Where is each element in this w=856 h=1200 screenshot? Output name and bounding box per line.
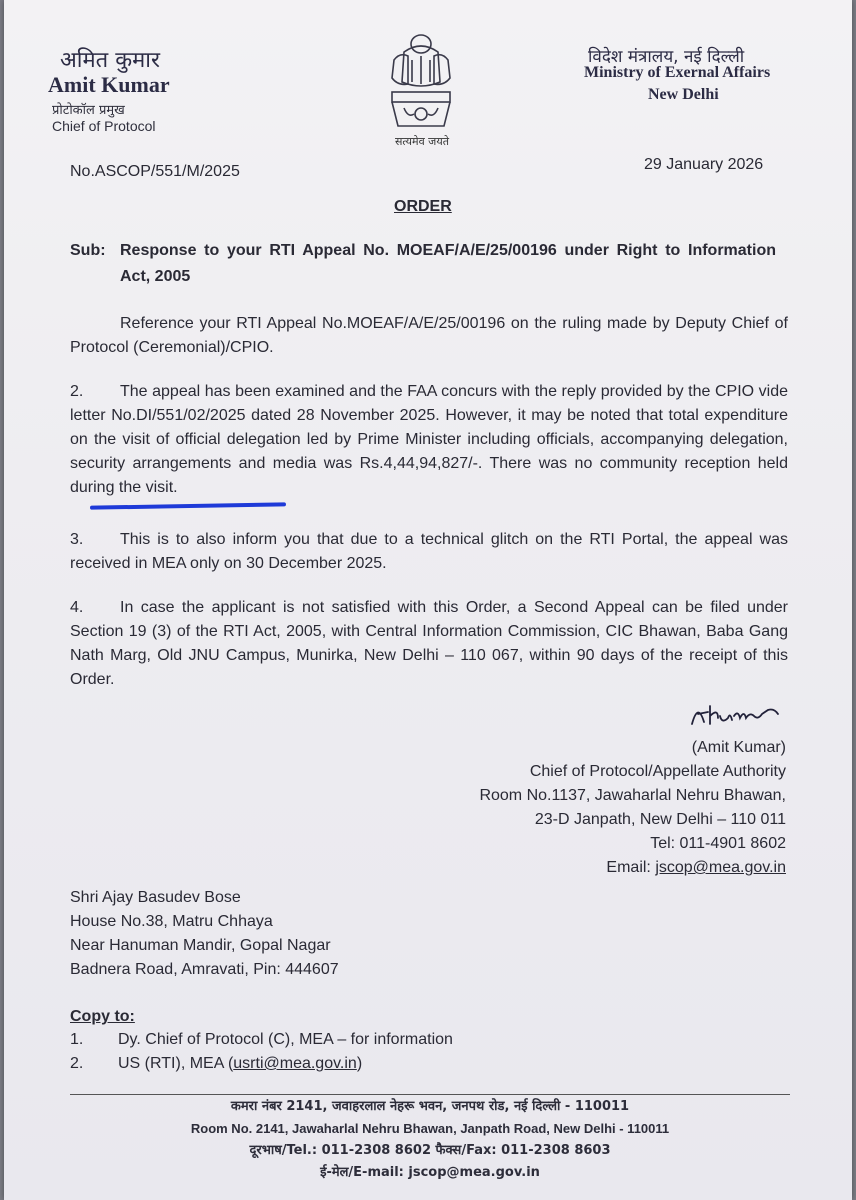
footer-line-hindi: कमरा नंबर 2141, जवाहरलाल नेहरू भवन, जनपथ रोड, नई दिल्ली - 110011 [230, 1099, 630, 1114]
sender-title-hindi: प्रोटोकॉल प्रमुख [52, 103, 125, 118]
addressee-line: House No.38, Matru Chhaya [70, 913, 273, 930]
signatory-address: 23-D Janpath, New Delhi – 110 011 [534, 811, 786, 828]
letter-page [4, 0, 852, 1200]
signatory-email-link[interactable]: jscop@mea.gov.in [655, 859, 786, 876]
footer-line-email: ई-मेल/E-mail: jscop@mea.gov.in [320, 1165, 540, 1180]
paragraph-text: The appeal has been examined and the FAA concurs with the reply provided by the CPIO vide letter No.DI/551/02/2025 dated 28 November 2025. However, it may be noted that total expenditure on the visit of official delegation led by Prime Minister including officials, accompanying delegation, security arrangements and media was Rs.4,44,94,827/-. There was no community reception held during the visit. [70, 383, 788, 496]
addressee-line: Shri Ajay Basudev Bose [70, 889, 241, 906]
footer-address [70, 1096, 790, 1184]
reference-number: No.ASCOP/551/M/2025 [70, 163, 240, 180]
addressee-line: Near Hanuman Mandir, Gopal Nagar [70, 937, 331, 954]
sender-name-hindi: अमित कुमार [60, 48, 160, 73]
copy-to-title: Copy to: [70, 1008, 135, 1025]
subject-label: Sub: [70, 242, 106, 259]
subject-text: Response to your RTI Appeal No. MOEAF/A/E/25/00196 under Right to Information Act, 2005 [120, 242, 776, 285]
signatory-block [479, 736, 786, 880]
list-item [70, 1052, 453, 1076]
subject-line [70, 238, 780, 290]
paragraph-number: 2. [70, 383, 84, 400]
national-emblem-icon [374, 30, 468, 140]
paragraph-number: 3. [70, 531, 84, 548]
list-number: 2. [70, 1055, 84, 1072]
paragraph-text: In case the applicant is not satisfied with this Order, a Second Appeal can be filed under Section 19 (3) of the RTI Act, 2005, with Central Information Commission, CIC Bhawan, Baba Gang Nath Marg, Old JNU Campus, Munirka, New Delhi – 110 067, within 90 days of the receipt of this Order. [70, 599, 788, 688]
addressee-block [70, 886, 339, 982]
sender-title: Chief of Protocol [52, 118, 156, 134]
footer-divider [70, 1094, 790, 1095]
handwritten-underline [90, 502, 286, 509]
paragraph-number: 4. [70, 599, 84, 616]
footer-line-english: Room No. 2141, Jawaharlal Nehru Bhawan, Janpath Road, New Delhi - 110011 [190, 1121, 670, 1136]
signatory-name: (Amit Kumar) [691, 739, 786, 756]
sender-name: Amit Kumar [48, 72, 170, 97]
paragraph-4 [70, 596, 788, 692]
list-item [70, 1028, 453, 1052]
paragraph-text: This is to also inform you that due to a technical glitch on the RTI Portal, the appeal was received in MEA only on 30 December 2025. [70, 531, 788, 572]
signature-mark [688, 696, 788, 730]
letter-date: 29 January 2026 [644, 156, 764, 173]
email-label: Email: [606, 859, 651, 876]
ministry-name: Ministry of Exernal Affairs [584, 64, 771, 81]
signatory-room: Room No.1137, Jawaharlal Nehru Bhawan, [479, 787, 786, 804]
copy-to-list [70, 1028, 453, 1076]
signatory-tel: Tel: 011-4901 8602 [650, 835, 786, 852]
signatory-email-row [479, 856, 786, 880]
list-text: US (RTI), MEA ( [118, 1055, 234, 1072]
footer-line-phone: दूरभाष/Tel.: 011-2308 8602 फैक्स/Fax: 011-2308 8603 [249, 1143, 611, 1158]
paragraph-2 [70, 380, 788, 500]
emblem-motto: सत्यमेव जयते [394, 135, 449, 148]
list-number: 1. [70, 1031, 84, 1048]
paragraph-1: Reference your RTI Appeal No.MOEAF/A/E/25/00196 on the ruling made by Deputy Chief of Protocol (Ceremonial)/CPIO. [70, 315, 788, 356]
copy-email-link[interactable]: usrti@mea.gov.in [233, 1055, 357, 1072]
addressee-line: Badnera Road, Amravati, Pin: 444607 [70, 961, 339, 978]
list-text: Dy. Chief of Protocol (C), MEA – for information [118, 1031, 453, 1048]
paragraph-3 [70, 528, 788, 576]
signatory-designation: Chief of Protocol/Appellate Authority [529, 763, 786, 780]
document-title: ORDER [394, 198, 452, 215]
ministry-name-hindi: विदेश मंत्रालय, नई दिल्ली [588, 47, 745, 67]
ministry-city: New Delhi [648, 86, 719, 103]
list-text-tail: ) [356, 1055, 363, 1072]
